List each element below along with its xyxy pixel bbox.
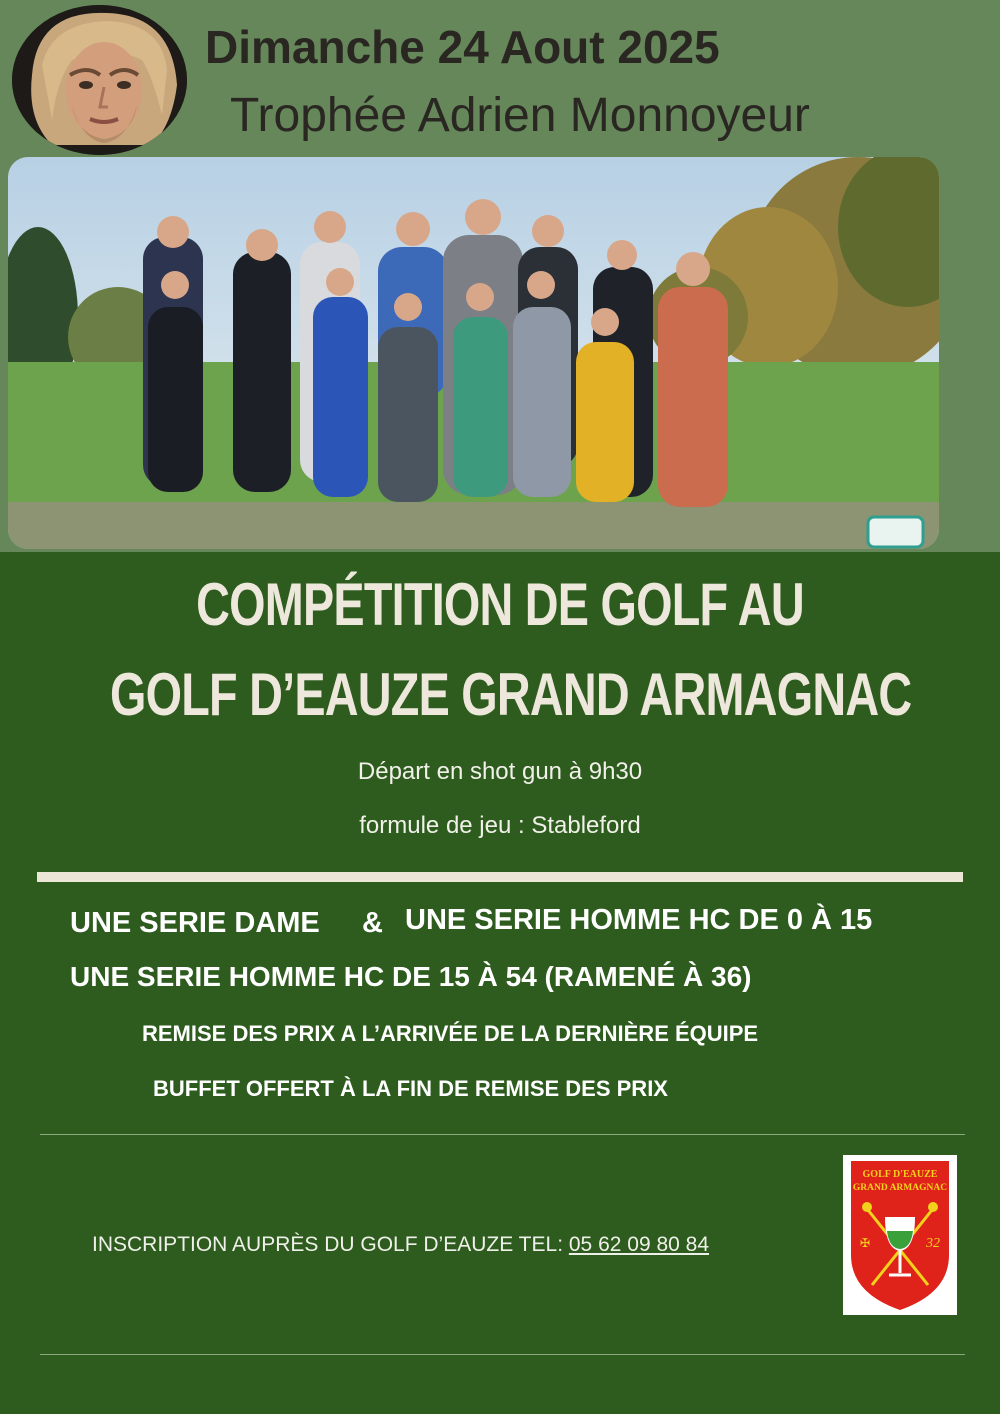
series-dame: UNE SERIE DAME [70,907,320,939]
buffet-info: BUFFET OFFERT À LA FIN DE REMISE DES PRIX [153,1076,668,1101]
inscription-label: INSCRIPTION AUPRÈS DU GOLF D’EAUZE TEL: [92,1233,569,1256]
club-logo [843,1155,957,1315]
inscription [92,1233,709,1257]
group-photo [8,157,939,549]
prize-ceremony: REMISE DES PRIX A L’ARRIVÉE DE LA DERNIÈRE ÉQUIPE [142,1021,759,1046]
divider [37,872,963,882]
logo-number: 32 [926,1236,940,1251]
format-info: formule de jeu : Stableford [359,812,641,839]
logo-line-1: GOLF D'EAUZE [862,1169,938,1180]
logo-line-2: GRAND ARMAGNAC [852,1183,948,1193]
phone-link[interactable]: 05 62 09 80 84 [568,1233,710,1256]
start-info: Départ en shot gun à 9h30 [357,758,643,785]
series-ampersand: & [362,907,383,939]
trophy-title: Trophée Adrien Monnoyeur [230,89,810,142]
headline-line-2: GOLF D’EAUZE GRAND ARMAGNAC [110,661,912,728]
series-homme-0-15: UNE SERIE HOMME HC DE 0 À 15 [405,904,873,936]
series-homme-15-54: UNE SERIE HOMME HC DE 15 À 54 (RAMENÉ À 36) [70,961,752,992]
divider-thin-top [40,1134,965,1135]
headline-line-1: COMPÉTITION DE GOLF AU [196,571,804,638]
event-date: Dimanche 24 Aout 2025 [205,21,720,73]
portrait-photo [12,5,187,155]
divider-thin-bottom [40,1354,965,1355]
cross-icon: ✠ [859,1236,871,1250]
header-band [0,0,1000,552]
